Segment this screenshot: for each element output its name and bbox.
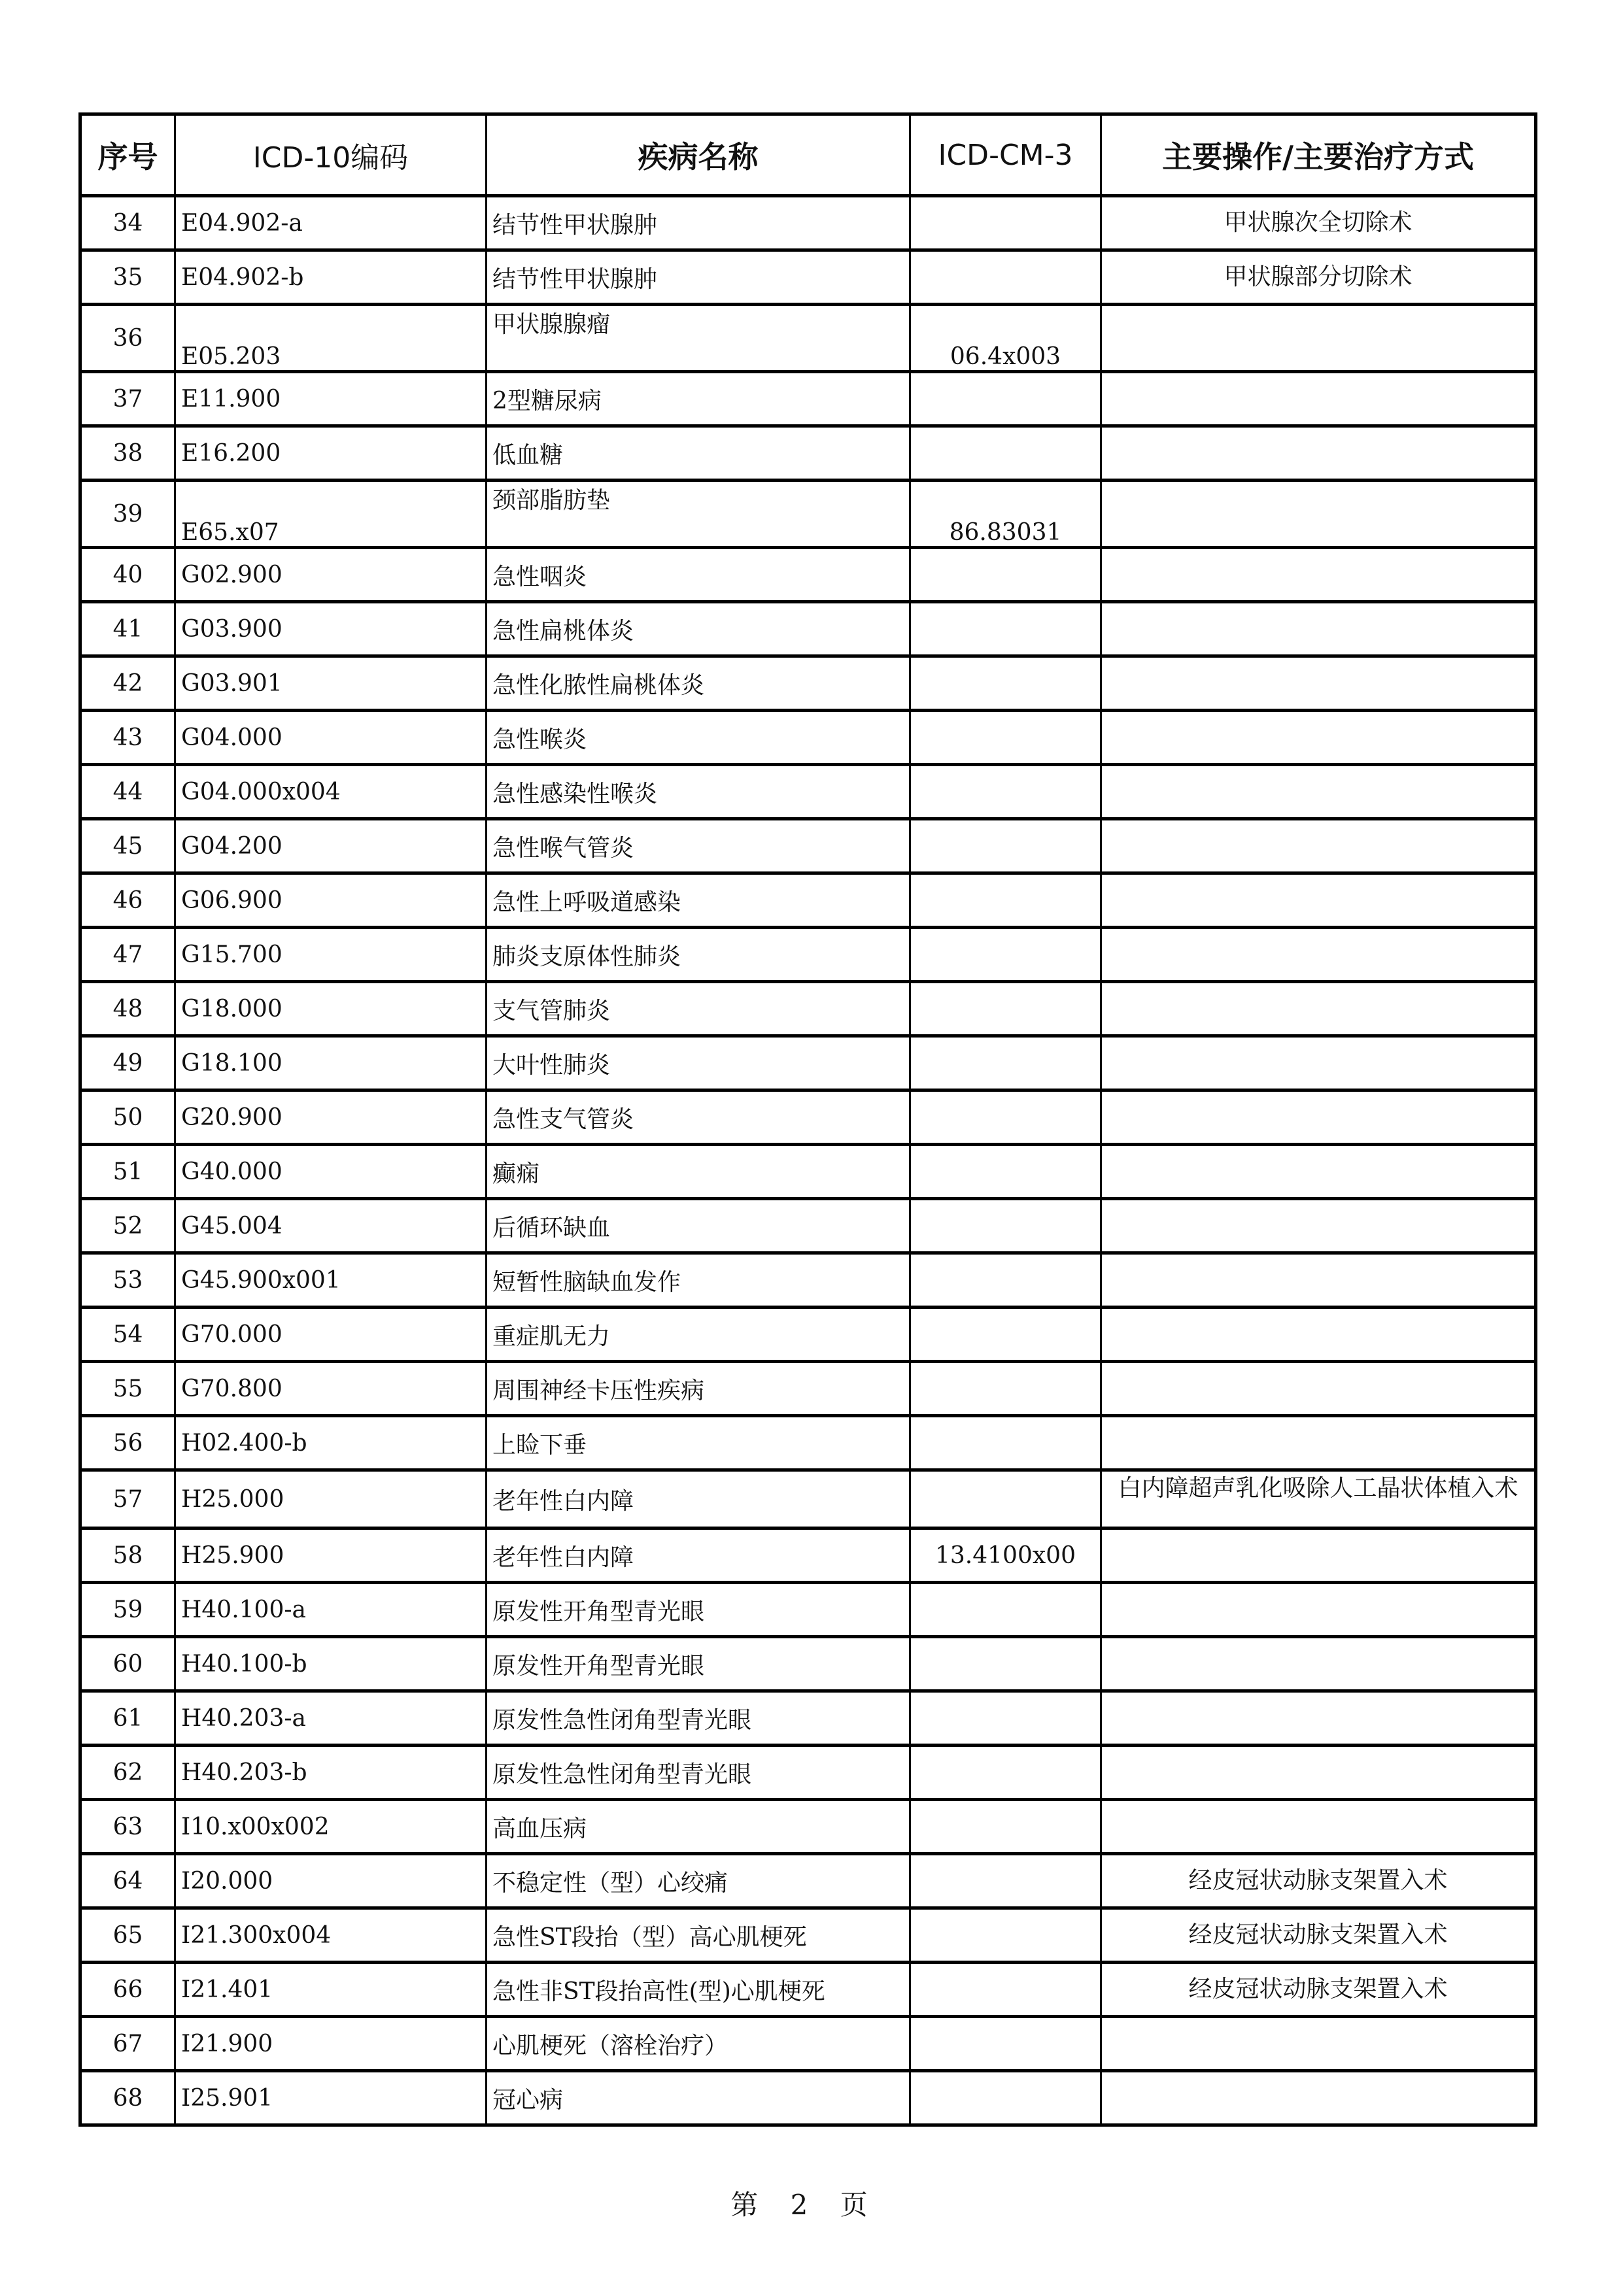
row-number-cell: 40 <box>80 548 175 602</box>
disease-name-cell: 原发性急性闭角型青光眼 <box>487 1746 910 1800</box>
table-row <box>80 305 1536 372</box>
icd10-code-cell: I21.300x004 <box>175 1908 487 1963</box>
table-row <box>80 2017 1536 2071</box>
row-number-cell: 65 <box>80 1908 175 1963</box>
icd10-code-cell: H02.400-b <box>175 1416 487 1470</box>
disease-name-cell: 重症肌无力 <box>487 1308 910 1362</box>
operation-cell: 经皮冠状动脉支架置入术 <box>1101 1963 1536 2017</box>
icdcm3-code-cell <box>910 1908 1101 1963</box>
operation-cell <box>1101 372 1536 426</box>
disease-name-cell: 后循环缺血 <box>487 1199 910 1253</box>
row-number-cell: 55 <box>80 1362 175 1416</box>
icd10-code-cell: E16.200 <box>175 426 487 481</box>
icd10-code-cell: G04.000x004 <box>175 765 487 819</box>
row-number-cell: 39 <box>80 481 175 548</box>
table-row <box>80 602 1536 656</box>
icdcm3-code-cell: 06.4x003 <box>910 305 1101 372</box>
row-number-cell: 52 <box>80 1199 175 1253</box>
disease-name-cell: 甲状腺腺瘤 <box>487 305 910 372</box>
icdcm3-code-cell <box>910 1963 1101 2017</box>
operation-cell: 白内障超声乳化吸除人工晶状体植入术 <box>1101 1470 1536 1528</box>
icdcm3-code-cell <box>910 1637 1101 1691</box>
icd10-code-cell: E11.900 <box>175 372 487 426</box>
row-number-cell: 57 <box>80 1470 175 1528</box>
row-number-cell: 37 <box>80 372 175 426</box>
row-number-cell: 56 <box>80 1416 175 1470</box>
operation-cell <box>1101 1253 1536 1308</box>
icd10-code-cell: E65.x07 <box>175 481 487 548</box>
row-number-cell: 46 <box>80 873 175 928</box>
row-number-cell: 42 <box>80 656 175 711</box>
operation-cell <box>1101 548 1536 602</box>
table-row <box>80 1963 1536 2017</box>
row-number-cell: 41 <box>80 602 175 656</box>
table-row <box>80 1199 1536 1253</box>
disease-name-cell: 不稳定性（型）心绞痛 <box>487 1854 910 1908</box>
icd10-code-cell: H40.100-a <box>175 1583 487 1637</box>
icd10-code-cell: G45.004 <box>175 1199 487 1253</box>
disease-name-cell: 癫痫 <box>487 1145 910 1199</box>
icd10-code-cell: I25.901 <box>175 2071 487 2125</box>
table-row <box>80 250 1536 305</box>
icdcm3-code-cell <box>910 1145 1101 1199</box>
row-number-cell: 64 <box>80 1854 175 1908</box>
operation-cell <box>1101 873 1536 928</box>
disease-name-cell: 心肌梗死（溶栓治疗） <box>487 2017 910 2071</box>
row-number-cell: 61 <box>80 1691 175 1746</box>
disease-name-cell: 原发性急性闭角型青光眼 <box>487 1691 910 1746</box>
row-number-cell: 58 <box>80 1528 175 1583</box>
disease-name-cell: 老年性白内障 <box>487 1528 910 1583</box>
row-number-cell: 59 <box>80 1583 175 1637</box>
icd10-code-cell: I10.x00x002 <box>175 1800 487 1854</box>
operation-cell <box>1101 2017 1536 2071</box>
operation-cell <box>1101 765 1536 819</box>
operation-cell <box>1101 1528 1536 1583</box>
icdcm3-code-cell <box>910 1800 1101 1854</box>
operation-cell <box>1101 1637 1536 1691</box>
disease-name-cell: 结节性甲状腺肿 <box>487 250 910 305</box>
operation-cell <box>1101 1416 1536 1470</box>
icd10-code-cell: G15.700 <box>175 928 487 982</box>
header-no: 序号 <box>80 114 175 196</box>
disease-name-cell: 周围神经卡压性疾病 <box>487 1362 910 1416</box>
row-number-cell: 67 <box>80 2017 175 2071</box>
table-row <box>80 1691 1536 1746</box>
icdcm3-code-cell: 13.4100x00 <box>910 1528 1101 1583</box>
table-row <box>80 1746 1536 1800</box>
disease-name-cell: 高血压病 <box>487 1800 910 1854</box>
table-row <box>80 1308 1536 1362</box>
icd10-code-cell: I20.000 <box>175 1854 487 1908</box>
icdcm3-code-cell <box>910 1362 1101 1416</box>
row-number-cell: 47 <box>80 928 175 982</box>
row-number-cell: 48 <box>80 982 175 1036</box>
icd10-code-cell: H25.000 <box>175 1470 487 1528</box>
row-number-cell: 60 <box>80 1637 175 1691</box>
table-row <box>80 1583 1536 1637</box>
icdcm3-code-cell <box>910 250 1101 305</box>
operation-cell <box>1101 305 1536 372</box>
icdcm3-code-cell <box>910 1253 1101 1308</box>
operation-cell: 甲状腺部分切除术 <box>1101 250 1536 305</box>
icdcm3-code-cell <box>910 711 1101 765</box>
table-row <box>80 928 1536 982</box>
icd10-code-cell: E04.902-b <box>175 250 487 305</box>
icd10-code-cell: E04.902-a <box>175 196 487 250</box>
operation-cell <box>1101 1583 1536 1637</box>
icdcm3-code-cell <box>910 1746 1101 1800</box>
icdcm3-code-cell <box>910 656 1101 711</box>
operation-cell: 经皮冠状动脉支架置入术 <box>1101 1854 1536 1908</box>
operation-cell <box>1101 1145 1536 1199</box>
icd10-code-cell: G03.900 <box>175 602 487 656</box>
icdcm3-code-cell: 86.83031 <box>910 481 1101 548</box>
operation-cell <box>1101 656 1536 711</box>
row-number-cell: 53 <box>80 1253 175 1308</box>
table-row <box>80 711 1536 765</box>
operation-cell <box>1101 1308 1536 1362</box>
disease-name-cell: 急性支气管炎 <box>487 1090 910 1145</box>
row-number-cell: 66 <box>80 1963 175 2017</box>
operation-cell: 经皮冠状动脉支架置入术 <box>1101 1908 1536 1963</box>
operation-cell <box>1101 481 1536 548</box>
table-row <box>80 1637 1536 1691</box>
table-row <box>80 1416 1536 1470</box>
table-row <box>80 426 1536 481</box>
disease-name-cell: 急性喉气管炎 <box>487 819 910 873</box>
table-row <box>80 1362 1536 1416</box>
operation-cell <box>1101 1036 1536 1090</box>
operation-cell: 甲状腺次全切除术 <box>1101 196 1536 250</box>
table-row <box>80 1145 1536 1199</box>
table-row <box>80 1908 1536 1963</box>
row-number-cell: 35 <box>80 250 175 305</box>
icdcm3-code-cell <box>910 1416 1101 1470</box>
disease-name-cell: 短暂性脑缺血发作 <box>487 1253 910 1308</box>
icd10-code-cell: G18.000 <box>175 982 487 1036</box>
icdcm3-code-cell <box>910 1854 1101 1908</box>
icd10-code-cell: G70.800 <box>175 1362 487 1416</box>
disease-name-cell: 大叶性肺炎 <box>487 1036 910 1090</box>
operation-cell <box>1101 928 1536 982</box>
table-row <box>80 2071 1536 2125</box>
icdcm3-code-cell <box>910 1199 1101 1253</box>
icd10-code-cell: G20.900 <box>175 1090 487 1145</box>
icdcm3-code-cell <box>910 548 1101 602</box>
disease-name-cell: 急性扁桃体炎 <box>487 602 910 656</box>
disease-name-cell: 原发性开角型青光眼 <box>487 1583 910 1637</box>
icdcm3-code-cell <box>910 928 1101 982</box>
table-row <box>80 372 1536 426</box>
table-row <box>80 196 1536 250</box>
icdcm3-code-cell <box>910 765 1101 819</box>
disease-name-cell: 低血糖 <box>487 426 910 481</box>
icdcm3-code-cell <box>910 1470 1101 1528</box>
row-number-cell: 51 <box>80 1145 175 1199</box>
disease-name-cell: 冠心病 <box>487 2071 910 2125</box>
icdcm3-code-cell <box>910 372 1101 426</box>
disease-name-cell: 急性喉炎 <box>487 711 910 765</box>
icd10-code-cell: I21.401 <box>175 1963 487 2017</box>
icd10-code-cell: H40.203-b <box>175 1746 487 1800</box>
icd10-code-cell: G45.900x001 <box>175 1253 487 1308</box>
icd10-code-cell: I21.900 <box>175 2017 487 2071</box>
header-disease: 疾病名称 <box>487 114 910 196</box>
icdcm3-code-cell <box>910 196 1101 250</box>
row-number-cell: 62 <box>80 1746 175 1800</box>
operation-cell <box>1101 1746 1536 1800</box>
operation-cell <box>1101 711 1536 765</box>
row-number-cell: 50 <box>80 1090 175 1145</box>
icdcm3-code-cell <box>910 1583 1101 1637</box>
page-number: 第 2 页 <box>730 2189 880 2221</box>
disease-name-cell: 急性上呼吸道感染 <box>487 873 910 928</box>
icd10-code-cell: G40.000 <box>175 1145 487 1199</box>
disease-name-cell: 急性感染性喉炎 <box>487 765 910 819</box>
row-number-cell: 63 <box>80 1800 175 1854</box>
table-body <box>80 196 1536 2125</box>
header-icdcm3: ICD-CM-3 <box>910 114 1101 196</box>
icd10-code-cell: H40.203-a <box>175 1691 487 1746</box>
header-icd10: ICD-10编码 <box>175 114 487 196</box>
table-row <box>80 1800 1536 1854</box>
disease-name-cell: 老年性白内障 <box>487 1470 910 1528</box>
table-row <box>80 1470 1536 1528</box>
operation-cell <box>1101 2071 1536 2125</box>
row-number-cell: 38 <box>80 426 175 481</box>
operation-cell <box>1101 602 1536 656</box>
row-number-cell: 68 <box>80 2071 175 2125</box>
icdcm3-code-cell <box>910 1691 1101 1746</box>
icd10-code-cell: G04.000 <box>175 711 487 765</box>
row-number-cell: 43 <box>80 711 175 765</box>
disease-name-cell: 上睑下垂 <box>487 1416 910 1470</box>
icdcm3-code-cell <box>910 819 1101 873</box>
disease-name-cell: 肺炎支原体性肺炎 <box>487 928 910 982</box>
icd10-code-cell: H40.100-b <box>175 1637 487 1691</box>
table-row <box>80 765 1536 819</box>
table-row <box>80 1036 1536 1090</box>
table-row <box>80 873 1536 928</box>
icd10-code-cell: G18.100 <box>175 1036 487 1090</box>
disease-name-cell: 原发性开角型青光眼 <box>487 1637 910 1691</box>
row-number-cell: 36 <box>80 305 175 372</box>
icdcm3-code-cell <box>910 1090 1101 1145</box>
disease-name-cell: 急性ST段抬（型）高心肌梗死 <box>487 1908 910 1963</box>
operation-cell <box>1101 1800 1536 1854</box>
row-number-cell: 54 <box>80 1308 175 1362</box>
icd10-code-cell: G02.900 <box>175 548 487 602</box>
operation-cell <box>1101 982 1536 1036</box>
icdcm3-code-cell <box>910 602 1101 656</box>
icd10-code-cell: G04.200 <box>175 819 487 873</box>
icdcm3-code-cell <box>910 873 1101 928</box>
disease-procedure-table <box>78 112 1537 2127</box>
disease-name-cell: 2型糖尿病 <box>487 372 910 426</box>
icdcm3-code-cell <box>910 426 1101 481</box>
disease-name-cell: 急性咽炎 <box>487 548 910 602</box>
icd10-code-cell: H25.900 <box>175 1528 487 1583</box>
table-row <box>80 982 1536 1036</box>
icdcm3-code-cell <box>910 2071 1101 2125</box>
table-row <box>80 1854 1536 1908</box>
table-row <box>80 481 1536 548</box>
row-number-cell: 34 <box>80 196 175 250</box>
table-row <box>80 1253 1536 1308</box>
icdcm3-code-cell <box>910 1036 1101 1090</box>
operation-cell <box>1101 1691 1536 1746</box>
icdcm3-code-cell <box>910 982 1101 1036</box>
operation-cell <box>1101 426 1536 481</box>
disease-name-cell: 颈部脂肪垫 <box>487 481 910 548</box>
row-number-cell: 49 <box>80 1036 175 1090</box>
table-header-row <box>80 114 1536 196</box>
operation-cell <box>1101 1362 1536 1416</box>
table-row <box>80 656 1536 711</box>
operation-cell <box>1101 1090 1536 1145</box>
header-operation: 主要操作/主要治疗方式 <box>1101 114 1536 196</box>
disease-name-cell: 急性非ST段抬高性(型)心肌梗死 <box>487 1963 910 2017</box>
row-number-cell: 45 <box>80 819 175 873</box>
disease-name-cell: 支气管肺炎 <box>487 982 910 1036</box>
icd10-code-cell: G06.900 <box>175 873 487 928</box>
table-row <box>80 548 1536 602</box>
table-row <box>80 1090 1536 1145</box>
table-row <box>80 1528 1536 1583</box>
icdcm3-code-cell <box>910 2017 1101 2071</box>
icd10-code-cell: E05.203 <box>175 305 487 372</box>
operation-cell <box>1101 1199 1536 1253</box>
icd10-code-cell: G03.901 <box>175 656 487 711</box>
disease-name-cell: 急性化脓性扁桃体炎 <box>487 656 910 711</box>
operation-cell <box>1101 819 1536 873</box>
disease-name-cell: 结节性甲状腺肿 <box>487 196 910 250</box>
icdcm3-code-cell <box>910 1308 1101 1362</box>
icd10-code-cell: G70.000 <box>175 1308 487 1362</box>
table-row <box>80 819 1536 873</box>
row-number-cell: 44 <box>80 765 175 819</box>
